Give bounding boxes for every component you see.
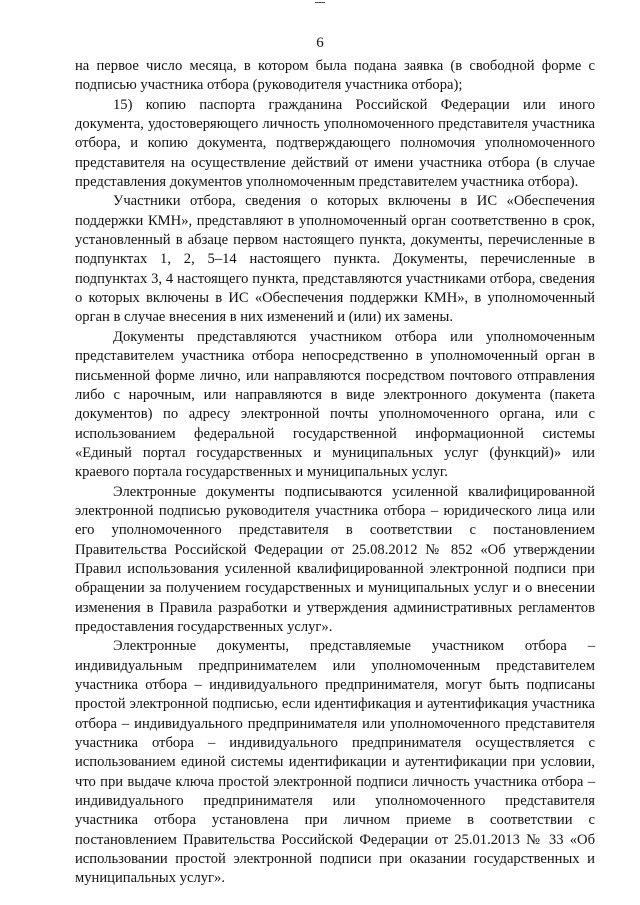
document-body [75, 57, 595, 889]
paragraph-continuation: на первое число месяца, в котором была подана заявка (в свободной форме с подписью участника отбора (руководителя участника отбора); [75, 58, 595, 94]
page-number: 6 [316, 35, 324, 51]
paragraph-submission-methods: Документы представляются участником отбора или уполномоченным представителем участника отбора непосредственно в уполномоченный орган в письменной форме лично, или направляются посредством почтового отправления либо с нарочным, или направляются в виде электронного документа (пакета документов) по адресу электронной почты уполномоченного органа, или с использованием федеральной государственной информационной системы «Единый портал государственных и муниципальных услуг (функций)» или краевого портала государственных и муниципальных услуг. [75, 328, 595, 481]
paragraph-qualified-signature: Электронные документы подписываются усиленной квалифицированной электронной подписью руководителя участника отбора – юридического лица или его уполномоченного представителя в соответствии с постановлением Правительства Российской Федерации от 25.08.2012 № 852 «Об утверждении Правил использования усиленной квалифицированной электронной подписи при обращении за получением государственных и муниципальных услуг и о внесении изменения в Правила разработки и утверждения административных регламентов предоставления государственных услуг». [75, 483, 595, 635]
paragraph-simple-signature: Электронные документы, представляемые участником отбора – индивидуальным предпринимателем или уполномоченным представителем участника отбора – индивидуального предпринимателя, могут быть подписаны простой электронной подписью, если идентификация и аутентификация участника отбора – индивидуального предпринимателя или уполномоченного представителя участника отбора – индивидуального предпринимателя осуществляется с использованием единой системы идентификации и аутентификации при условии, что при выдаче ключа простой электронной подписи личность участника отбора – индивидуального предпринимателя или уполномоченного представителя участника отбора установлена при личном приеме в соответствии с постановлением Правительства Российской Федерации от 25.01.2013 № 33 «Об использовании простой электронной подписи при оказании государственных и муниципальных услуг». [75, 638, 595, 887]
paragraph-kmn-participants: Участники отбора, сведения о которых включены в ИС «Обеспечения поддержки КМН», представляют в уполномоченный орган соответственно в срок, установленный в абзаце первом настоящего пункта, документы, перечисленные в подпунктах 1, 2, 5–14 настоящего пункта. Документы, перечисленные в подпунктах 3, 4 настоящего пункта, представляются участниками отбора, сведения о которых включены в ИС «Обеспечения поддержки КМН», в уполномоченный орган в случае внесения в них изменений и (или) их замены. [75, 193, 595, 326]
top-edge-mark [315, 2, 325, 3]
paragraph-item-15: 15) копию паспорта гражданина Российской Федерации или иного документа, удостоверяющего личность уполномоченного представителя участника отбора, и копию документа, подтверждающего полномочия уполномоченного представителя на осуществление действий от имени участника отбора (в случае представления документов уполномоченным представителем участника отбора). [75, 96, 595, 191]
